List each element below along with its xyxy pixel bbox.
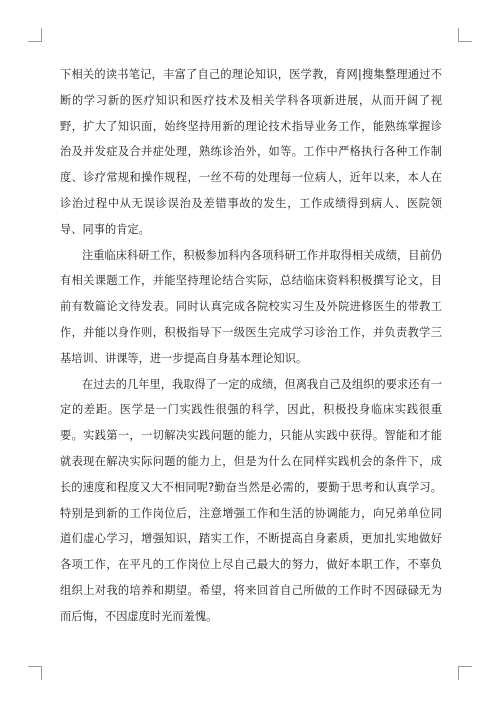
paragraph-1: 下相关的读书笔记，丰富了自己的理论知识，医学教，育网|搜集整理通过不断的学习新的医疗知识和医疗技术及相关学科各项新进展，从而开阔了视野，扩大了知识面，始终坚持用新的理论技术指导业务工作，能熟练掌握诊治及并发症及合并症处理，熟练诊治外，如等。工作中严格执行各种工作制度、诊疗常规和操作规程，一丝不苟的处理每一位病人，近年以来，本人在诊治过程中从无误诊误治及差错事故的发生，工作成绩得到病人、医院领导、同事的肯定。 bbox=[60, 68, 442, 236]
crop-mark-bottom-left bbox=[28, 666, 42, 680]
document-body bbox=[60, 62, 442, 630]
paragraph-3: 在过去的几年里，我取得了一定的成绩，但离我自己及组织的要求还有一定的差距。医学是一门实践性很强的科学，因此，积极投身临床实践很重要。实践第一，一切解决实践问题的能力，只能从实践中获得。智能和才能就表现在解决实际问题的能力上，但是为什么在同样实践机会的条件下，成长的速度和程度又大不相同呢?勤奋当然是必需的，要勤于思考和认真学习。特别是到新的工作岗位后，注意增强工作和生活的协调能力，向兄弟单位同道们虚心学习，增强知识，踏实工作，不断提高自身素质，更加扎实地做好各项工作，在平凡的工作岗位上尽自己最大的努力，做好本职工作，不辜负组织上对我的培养和期望。希望，将来回首自己所做的工作时不因碌碌无为而后悔，不因虚度时光而羞愧。 bbox=[60, 377, 442, 623]
crop-mark-bottom-right bbox=[458, 666, 472, 680]
crop-mark-top-right bbox=[458, 28, 472, 42]
crop-mark-top-left bbox=[28, 28, 42, 42]
paragraph-2: 注重临床科研工作，积极参加科内各项科研工作并取得相关成绩，目前仍有相关课题工作，并能坚持理论结合实际，总结临床资料积极撰写论文，目前有数篇论文待发表。同时认真完成各院校实习生及外院进修医生的带教工作，并能以身作则，积极指导下一级医生完成学习诊治工作，并负责教学三基培训、讲课等，进一步提高自身基本理论知识。 bbox=[60, 248, 442, 365]
